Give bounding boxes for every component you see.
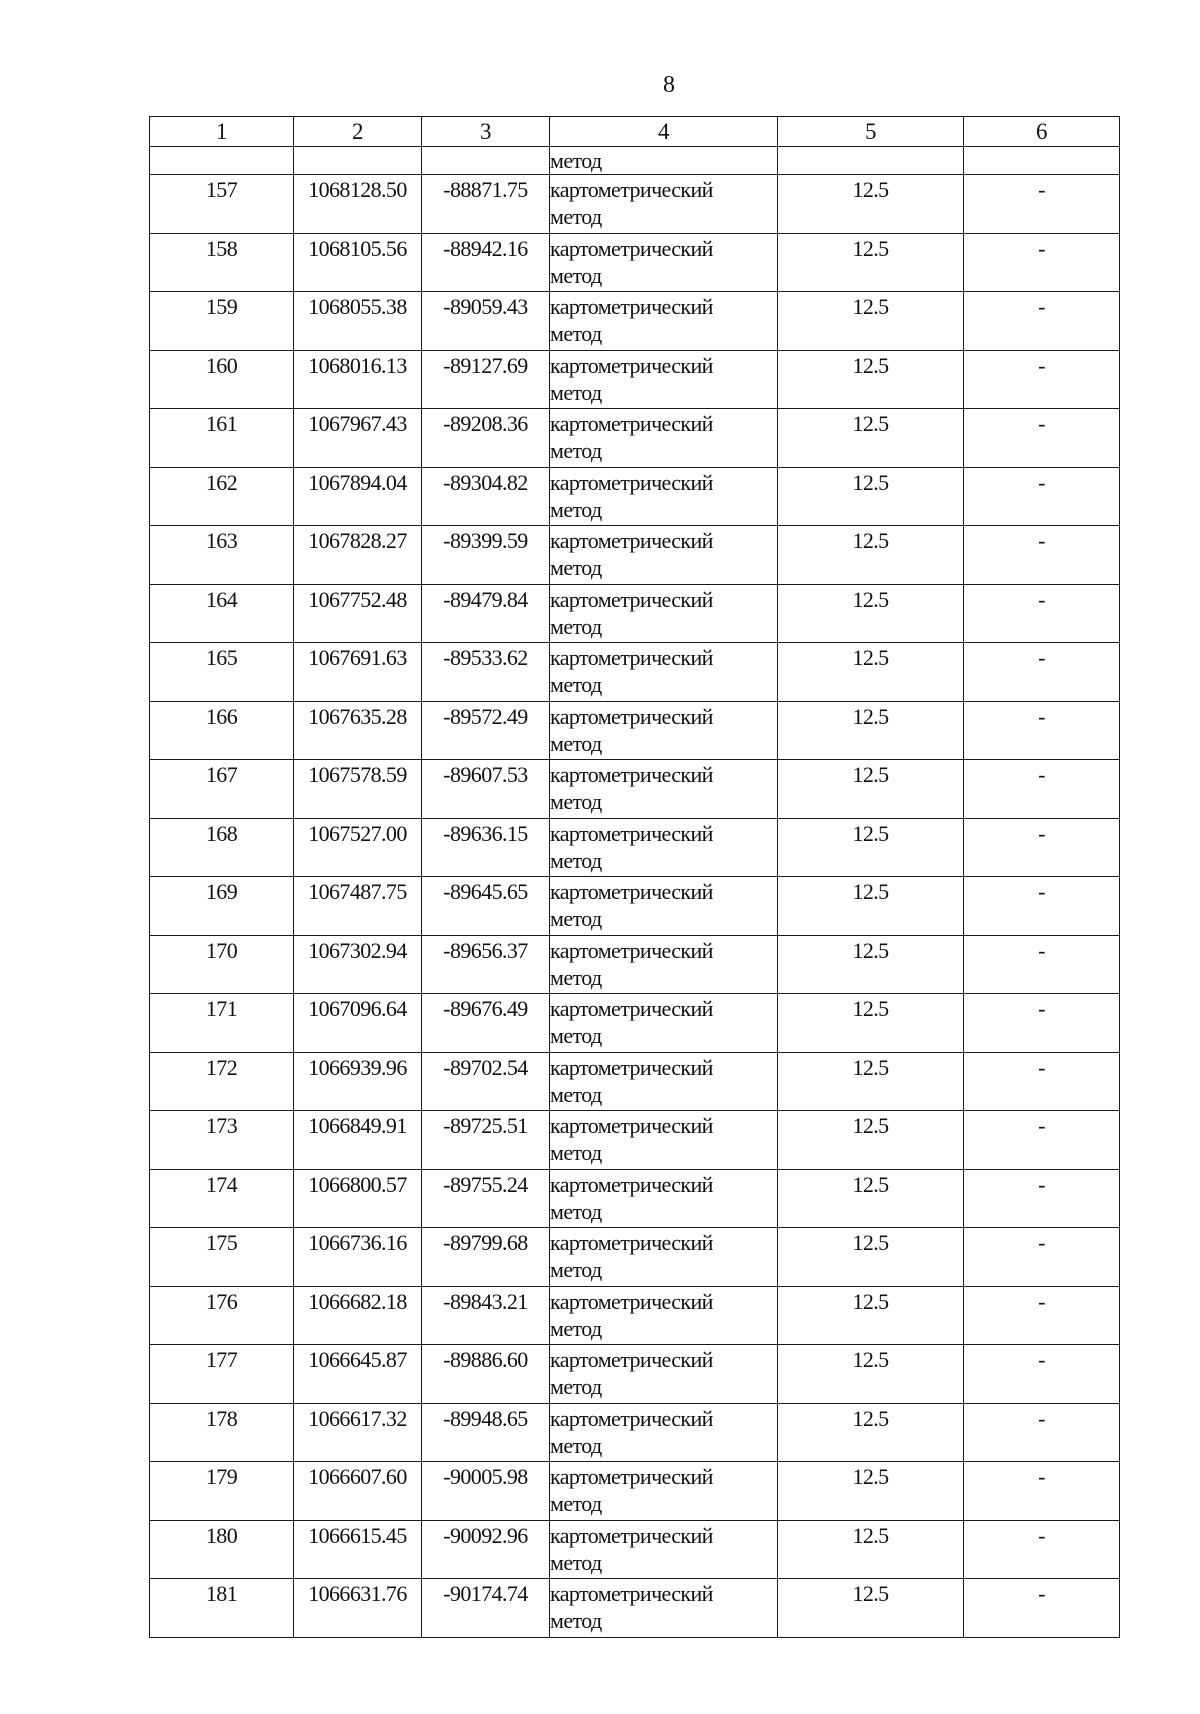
x-coordinate-cell: 1066615.45 (294, 1520, 422, 1579)
method-cell (550, 292, 778, 351)
point-number-cell: 159 (150, 292, 294, 351)
y-coordinate-cell: -89702.54 (422, 1052, 550, 1111)
error-cell: 12.5 (778, 1286, 964, 1345)
method-cell (550, 935, 778, 994)
method-line-2: метод (550, 555, 602, 580)
point-number-cell: 163 (150, 526, 294, 585)
point-number-cell: 161 (150, 409, 294, 468)
point-number-cell: 174 (150, 1169, 294, 1228)
y-coordinate-cell: -90005.98 (422, 1462, 550, 1521)
error-cell: 12.5 (778, 701, 964, 760)
point-number-cell: 169 (150, 877, 294, 936)
method-line-1: картометрический (550, 1464, 713, 1489)
x-coordinate-cell: 1067691.63 (294, 643, 422, 702)
method-cell (550, 584, 778, 643)
point-number-cell: 157 (150, 175, 294, 234)
note-cell: - (964, 760, 1120, 819)
method-line-2: метод (550, 672, 602, 697)
method-cell (550, 409, 778, 468)
column-header-5: 5 (778, 117, 964, 147)
table-row (150, 1462, 1120, 1521)
point-number-cell: 176 (150, 1286, 294, 1345)
method-cell (550, 1345, 778, 1404)
method-cell (550, 877, 778, 936)
table-row (150, 1228, 1120, 1287)
error-cell: 12.5 (778, 584, 964, 643)
method-cell (550, 233, 778, 292)
method-cell (550, 350, 778, 409)
method-cell (550, 1520, 778, 1579)
x-coordinate-cell: 1068128.50 (294, 175, 422, 234)
method-line-1: картометрический (550, 762, 713, 787)
method-cell (550, 701, 778, 760)
method-line-1: картометрический (550, 645, 713, 670)
x-coordinate-cell: 1066617.32 (294, 1403, 422, 1462)
x-coordinate-cell: 1066607.60 (294, 1462, 422, 1521)
error-cell: 12.5 (778, 760, 964, 819)
x-coordinate-cell: 1068105.56 (294, 233, 422, 292)
note-cell: - (964, 1462, 1120, 1521)
note-cell: - (964, 409, 1120, 468)
point-number-cell: 167 (150, 760, 294, 819)
table-row (150, 350, 1120, 409)
note-cell: - (964, 1520, 1120, 1579)
error-cell: 12.5 (778, 994, 964, 1053)
y-coordinate-cell: -90092.96 (422, 1520, 550, 1579)
point-number-cell: 179 (150, 1462, 294, 1521)
note-cell: - (964, 467, 1120, 526)
method-cell (550, 1579, 778, 1638)
y-coordinate-cell: -89948.65 (422, 1403, 550, 1462)
method-line-1: картометрический (550, 528, 713, 553)
continuation-cell-empty (150, 147, 294, 175)
x-coordinate-cell: 1066849.91 (294, 1111, 422, 1170)
note-cell: - (964, 994, 1120, 1053)
y-coordinate-cell: -89399.59 (422, 526, 550, 585)
continuation-method-cell: метод (550, 147, 778, 175)
error-cell: 12.5 (778, 1345, 964, 1404)
y-coordinate-cell: -89572.49 (422, 701, 550, 760)
point-number-cell: 180 (150, 1520, 294, 1579)
x-coordinate-cell: 1066645.87 (294, 1345, 422, 1404)
method-line-1: картометрический (550, 1113, 713, 1138)
error-cell: 12.5 (778, 409, 964, 468)
error-cell: 12.5 (778, 175, 964, 234)
error-cell: 12.5 (778, 1052, 964, 1111)
method-line-2: метод (550, 1432, 602, 1458)
error-cell: 12.5 (778, 1462, 964, 1521)
x-coordinate-cell: 1067752.48 (294, 584, 422, 643)
table-row (150, 526, 1120, 585)
method-line-1: картометрический (550, 1171, 713, 1197)
point-number-cell: 173 (150, 1111, 294, 1170)
point-number-cell: 168 (150, 818, 294, 877)
x-coordinate-cell: 1067635.28 (294, 701, 422, 760)
note-cell: - (964, 1052, 1120, 1111)
x-coordinate-cell: 1067302.94 (294, 935, 422, 994)
method-cell (550, 1111, 778, 1170)
y-coordinate-cell: -88942.16 (422, 233, 550, 292)
note-cell: - (964, 175, 1120, 234)
y-coordinate-cell: -89755.24 (422, 1169, 550, 1228)
table-row (150, 877, 1120, 936)
method-cell (550, 1169, 778, 1228)
x-coordinate-cell: 1068016.13 (294, 350, 422, 409)
table-row (150, 994, 1120, 1053)
y-coordinate-cell: -88871.75 (422, 175, 550, 234)
method-cell (550, 1228, 778, 1287)
note-cell: - (964, 1286, 1120, 1345)
x-coordinate-cell: 1067578.59 (294, 760, 422, 819)
table-row (150, 935, 1120, 994)
note-cell: - (964, 1345, 1120, 1404)
x-coordinate-cell: 1067096.64 (294, 994, 422, 1053)
table-row (150, 701, 1120, 760)
note-cell: - (964, 584, 1120, 643)
method-line-2: метод (550, 730, 602, 756)
note-cell: - (964, 877, 1120, 936)
point-number-cell: 178 (150, 1403, 294, 1462)
method-line-2: метод (550, 496, 602, 522)
method-line-1: картометрический (550, 1522, 713, 1548)
note-cell: - (964, 233, 1120, 292)
method-line-2: метод (550, 789, 602, 814)
error-cell: 12.5 (778, 1579, 964, 1638)
point-number-cell: 177 (150, 1345, 294, 1404)
method-line-1: картометрический (550, 469, 713, 495)
method-line-2: метод (550, 847, 602, 873)
method-line-2: метод (550, 1257, 602, 1282)
method-line-1: картометрический (550, 586, 713, 612)
method-cell (550, 526, 778, 585)
method-cell (550, 467, 778, 526)
method-cell (550, 994, 778, 1053)
y-coordinate-cell: -89479.84 (422, 584, 550, 643)
y-coordinate-cell: -89304.82 (422, 467, 550, 526)
x-coordinate-cell: 1067967.43 (294, 409, 422, 468)
error-cell: 12.5 (778, 935, 964, 994)
column-header-6: 6 (964, 117, 1120, 147)
x-coordinate-cell: 1068055.38 (294, 292, 422, 351)
method-line-2: метод (550, 1608, 602, 1633)
note-cell: - (964, 1228, 1120, 1287)
method-line-2: метод (550, 1315, 602, 1341)
method-line-2: метод (550, 1491, 602, 1516)
y-coordinate-cell: -89886.60 (422, 1345, 550, 1404)
point-number-cell: 166 (150, 701, 294, 760)
coordinates-table (149, 116, 1120, 1638)
note-cell: - (964, 701, 1120, 760)
table-row (150, 233, 1120, 292)
method-cell (550, 1286, 778, 1345)
y-coordinate-cell: -90174.74 (422, 1579, 550, 1638)
y-coordinate-cell: -89059.43 (422, 292, 550, 351)
error-cell: 12.5 (778, 1228, 964, 1287)
note-cell: - (964, 1111, 1120, 1170)
continuation-cell-empty (422, 147, 550, 175)
table-header-row (150, 117, 1120, 147)
table-row (150, 1052, 1120, 1111)
method-line-1: картометрический (550, 879, 713, 904)
column-header-2: 2 (294, 117, 422, 147)
method-cell (550, 1462, 778, 1521)
error-cell: 12.5 (778, 233, 964, 292)
point-number-cell: 175 (150, 1228, 294, 1287)
method-line-2: метод (550, 438, 602, 463)
y-coordinate-cell: -89127.69 (422, 350, 550, 409)
table-row (150, 175, 1120, 234)
method-line-1: картометрический (550, 411, 713, 436)
note-cell: - (964, 818, 1120, 877)
method-line-1: картометрический (550, 937, 713, 963)
method-cell (550, 643, 778, 702)
method-line-1: картометрический (550, 820, 713, 846)
error-cell: 12.5 (778, 467, 964, 526)
table-row (150, 1286, 1120, 1345)
method-line-2: метод (550, 964, 602, 990)
method-line-1: картометрический (550, 352, 713, 378)
x-coordinate-cell: 1067487.75 (294, 877, 422, 936)
method-line-1: картометрический (550, 996, 713, 1021)
table-row (150, 1345, 1120, 1404)
error-cell: 12.5 (778, 292, 964, 351)
note-cell: - (964, 292, 1120, 351)
column-header-3: 3 (422, 117, 550, 147)
method-line-2: метод (550, 1081, 602, 1107)
column-header-1: 1 (150, 117, 294, 147)
error-cell: 12.5 (778, 1403, 964, 1462)
y-coordinate-cell: -89843.21 (422, 1286, 550, 1345)
y-coordinate-cell: -89636.15 (422, 818, 550, 877)
x-coordinate-cell: 1066736.16 (294, 1228, 422, 1287)
note-cell: - (964, 1579, 1120, 1638)
continuation-cell-empty (964, 147, 1120, 175)
error-cell: 12.5 (778, 643, 964, 702)
y-coordinate-cell: -89676.49 (422, 994, 550, 1053)
x-coordinate-cell: 1067894.04 (294, 467, 422, 526)
method-line-1: картометрический (550, 177, 713, 202)
error-cell: 12.5 (778, 526, 964, 585)
method-line-2: метод (550, 262, 602, 288)
table-row (150, 584, 1120, 643)
page-number: 8 (663, 72, 675, 98)
y-coordinate-cell: -89208.36 (422, 409, 550, 468)
note-cell: - (964, 643, 1120, 702)
method-line-2: метод (550, 1549, 602, 1575)
note-cell: - (964, 1169, 1120, 1228)
method-line-2: метод (550, 379, 602, 405)
method-line-2: метод (550, 204, 602, 229)
method-line-1: картометрический (550, 294, 713, 319)
y-coordinate-cell: -89533.62 (422, 643, 550, 702)
table-body (150, 147, 1120, 1638)
error-cell: 12.5 (778, 1520, 964, 1579)
table-row (150, 292, 1120, 351)
x-coordinate-cell: 1067828.27 (294, 526, 422, 585)
method-cell (550, 1052, 778, 1111)
method-line-1: картометрический (550, 1288, 713, 1314)
method-cell (550, 818, 778, 877)
y-coordinate-cell: -89656.37 (422, 935, 550, 994)
error-cell: 12.5 (778, 350, 964, 409)
point-number-cell: 171 (150, 994, 294, 1053)
table-row (150, 1169, 1120, 1228)
note-cell: - (964, 935, 1120, 994)
method-line-2: метод (550, 613, 602, 639)
method-cell (550, 175, 778, 234)
note-cell: - (964, 526, 1120, 585)
point-number-cell: 165 (150, 643, 294, 702)
y-coordinate-cell: -89645.65 (422, 877, 550, 936)
column-header-4: 4 (550, 117, 778, 147)
method-line-1: картометрический (550, 1230, 713, 1255)
method-line-2: метод (550, 1023, 602, 1048)
method-line-1: картометрический (550, 1054, 713, 1080)
continuation-cell-empty (778, 147, 964, 175)
x-coordinate-cell: 1067527.00 (294, 818, 422, 877)
note-cell: - (964, 350, 1120, 409)
note-cell: - (964, 1403, 1120, 1462)
method-cell (550, 1403, 778, 1462)
point-number-cell: 164 (150, 584, 294, 643)
method-line-1: картометрический (550, 1581, 713, 1606)
continuation-row (150, 147, 1120, 175)
point-number-cell: 158 (150, 233, 294, 292)
x-coordinate-cell: 1066682.18 (294, 1286, 422, 1345)
method-line-1: картометрический (550, 1347, 713, 1372)
point-number-cell: 170 (150, 935, 294, 994)
table-row (150, 760, 1120, 819)
error-cell: 12.5 (778, 818, 964, 877)
method-line-2: метод (550, 1140, 602, 1165)
table-row (150, 1520, 1120, 1579)
point-number-cell: 162 (150, 467, 294, 526)
error-cell: 12.5 (778, 1169, 964, 1228)
point-number-cell: 172 (150, 1052, 294, 1111)
method-line-2: метод (550, 906, 602, 931)
method-line-1: картометрический (550, 235, 713, 261)
y-coordinate-cell: -89799.68 (422, 1228, 550, 1287)
point-number-cell: 181 (150, 1579, 294, 1638)
continuation-cell-empty (294, 147, 422, 175)
table-row (150, 643, 1120, 702)
table-row (150, 818, 1120, 877)
y-coordinate-cell: -89607.53 (422, 760, 550, 819)
method-line-1: картометрический (550, 1405, 713, 1431)
method-line-2: метод (550, 321, 602, 346)
table-row (150, 1579, 1120, 1638)
table-row (150, 1111, 1120, 1170)
table-row (150, 467, 1120, 526)
x-coordinate-cell: 1066939.96 (294, 1052, 422, 1111)
table-row (150, 409, 1120, 468)
x-coordinate-cell: 1066800.57 (294, 1169, 422, 1228)
table-row (150, 1403, 1120, 1462)
error-cell: 12.5 (778, 877, 964, 936)
method-line-2: метод (550, 1198, 602, 1224)
method-line-2: метод (550, 1374, 602, 1399)
method-line-1: картометрический (550, 703, 713, 729)
point-number-cell: 160 (150, 350, 294, 409)
method-cell (550, 760, 778, 819)
x-coordinate-cell: 1066631.76 (294, 1579, 422, 1638)
y-coordinate-cell: -89725.51 (422, 1111, 550, 1170)
error-cell: 12.5 (778, 1111, 964, 1170)
